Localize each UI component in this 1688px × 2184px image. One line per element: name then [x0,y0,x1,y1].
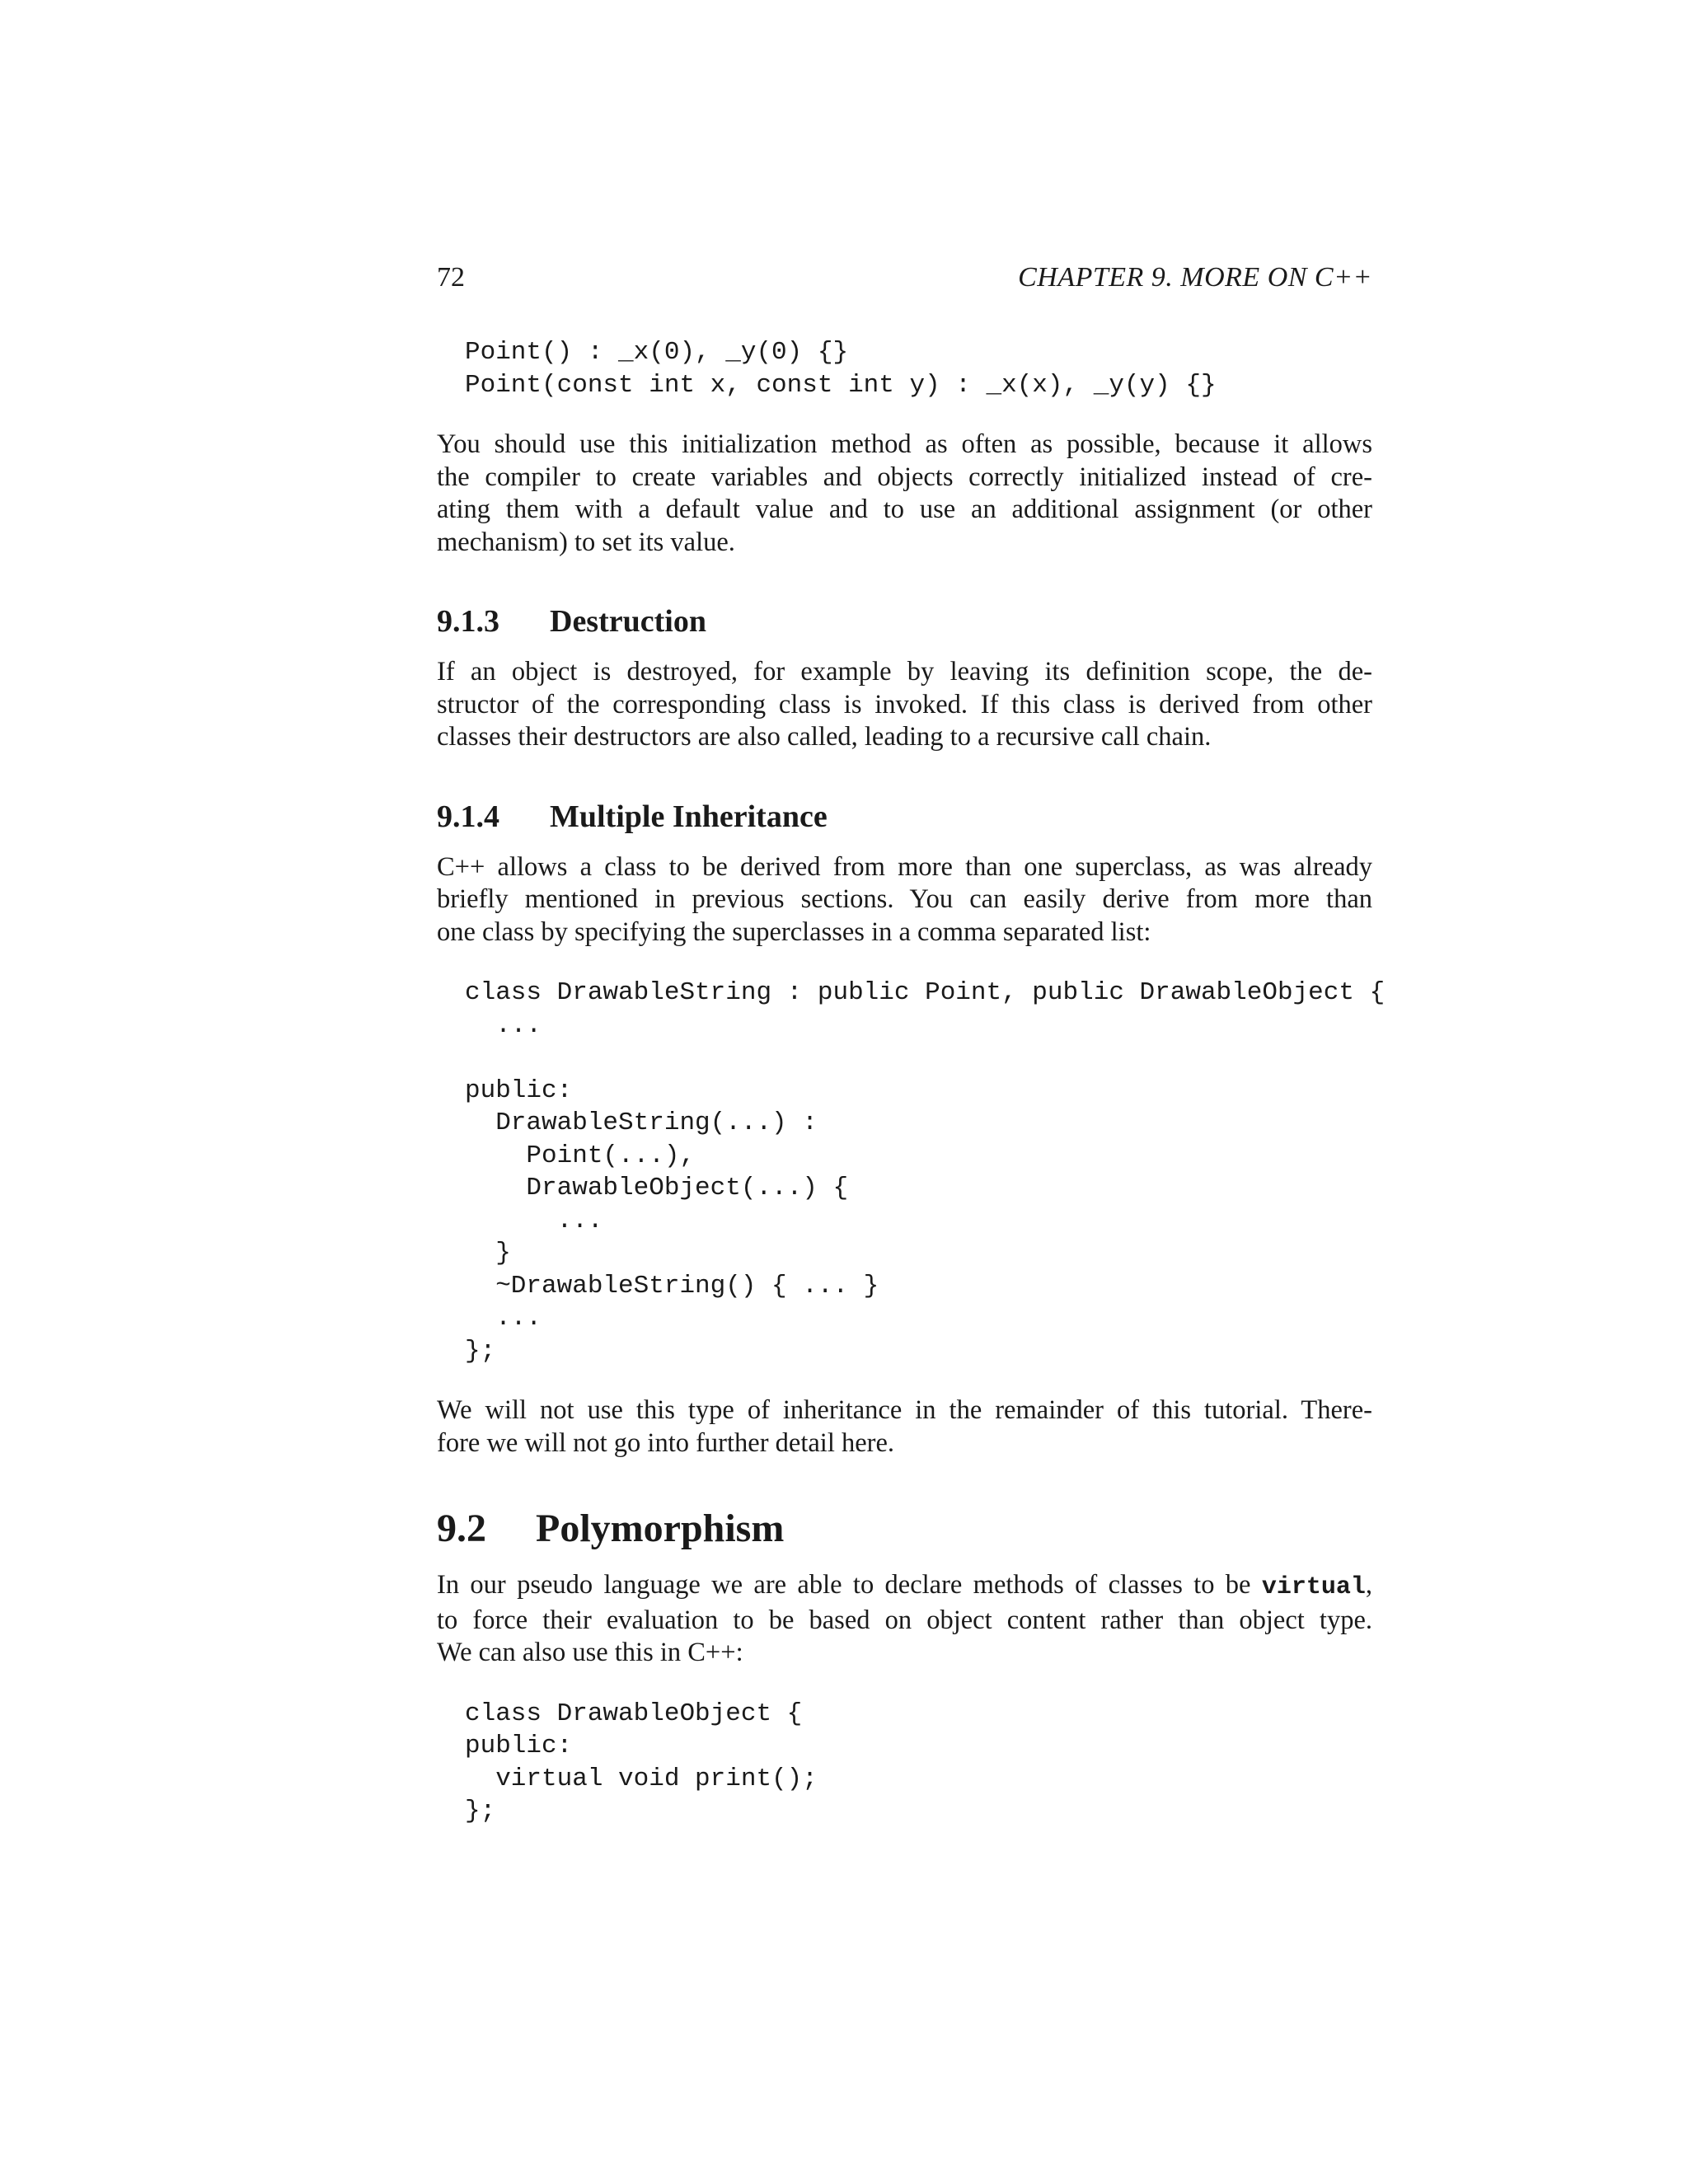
paragraph-initialization: You should use this initialization method as often as possible, because it allows the compiler to create variables and objects correctly initialized instead of cre- ating them with a default value and to use an additional assignment (or other mechanism) to set its value. [437,429,1372,557]
code-line: Point() : _x(0), _y(0) {} [465,338,849,367]
paragraph-multiple-inheritance: C++ allows a class to be derived from more than one superclass, as was already briefly mentioned in previous sections. You can easily derive from more than one class by specifying the superclasses in a comma separated list: [437,851,1372,947]
paragraph-destruction: If an object is destroyed, for example by leaving its definition scope, the de- structor of the corresponding class is invoked. If this class is derived from other classes their destructors are also called, leading to a recursive call chain. [437,657,1372,752]
code-line: public: [465,1076,573,1105]
section-heading-polymorphism: 9.2 Polymorphism [437,1507,785,1550]
code-block-drawable-string [437,977,1386,1367]
code-line: ... [465,1304,542,1333]
code-line: ... [465,1010,542,1040]
code-line: class DrawableString : public Point, public DrawableObject { [465,978,1386,1007]
running-head [437,262,1372,302]
code-line: }; [465,1336,496,1366]
subsection-heading-destruction: 9.1.3 Destruction [437,604,706,639]
chapter-title: CHAPTER 9. MORE ON C++ [1018,262,1372,293]
subsection-heading-multiple-inheritance: 9.1.4 Multiple Inheritance [437,799,828,834]
code-line: Point(...), [465,1141,696,1170]
code-block-constructors [437,336,1372,401]
page-number: 72 [437,262,465,293]
code-line: DrawableString(...) : [465,1108,818,1137]
code-block-drawable-object [437,1698,1372,1828]
code-line: public: [465,1732,573,1760]
code-line: Point(const int x, const int y) : _x(x), _y(y) {} [465,370,1217,400]
code-line: DrawableObject(...) { [465,1174,849,1202]
paragraph-polymorphism: In our pseudo language we are able to declare methods of classes to be virtual, to force their evaluation to be based on object content rather than object type. We can also use this in C++: [437,1570,1372,1667]
page-body [437,262,1386,1828]
code-line: }; [465,1797,496,1825]
code-line: ... [465,1206,603,1235]
code-line: ~DrawableString() { ... } [465,1271,879,1301]
inline-code-virtual: virtual [1261,1573,1366,1601]
paragraph-not-used: We will not use this type of inheritance in the remainder of this tutorial. There- fore we will not go into further detail here. [437,1395,1372,1458]
code-line: } [465,1239,511,1268]
code-line: virtual void print(); [465,1764,818,1793]
code-line: class DrawableObject { [465,1699,803,1728]
